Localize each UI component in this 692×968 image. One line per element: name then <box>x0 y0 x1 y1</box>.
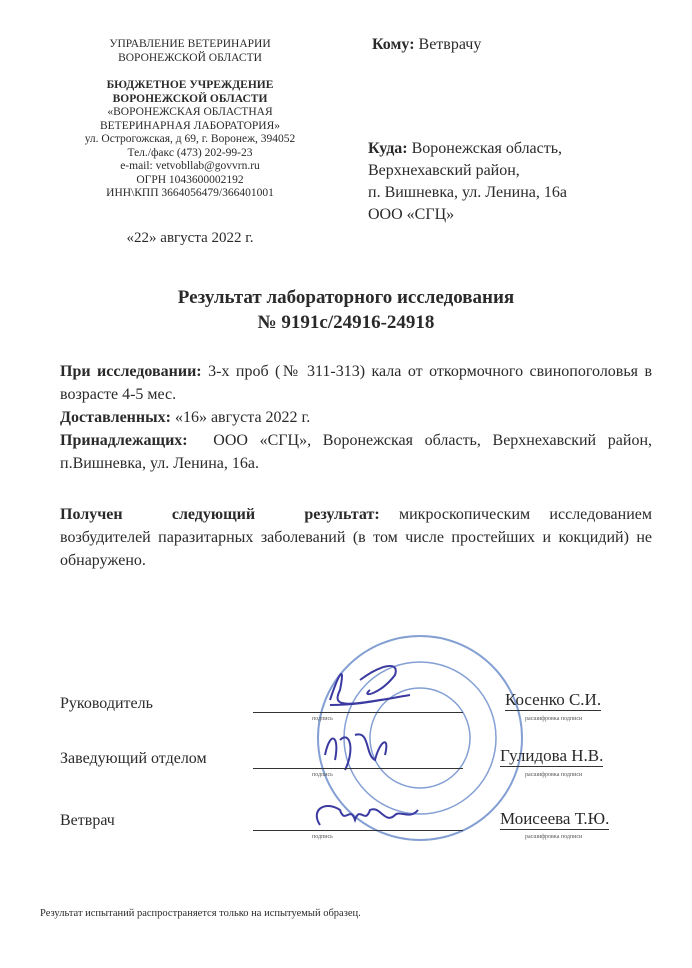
where-label: Куда: <box>368 140 408 157</box>
result-text: микроскопическим исследованием возбудителей паразитарных заболеваний (в том числе простейших и кокцидий) не обнаружено. <box>60 506 652 569</box>
document-number: № 9191с/24916-24918 <box>257 312 435 333</box>
where-field <box>368 138 567 226</box>
where-line: Воронежская область, <box>411 140 563 157</box>
signature-role: Руководитель <box>60 695 153 712</box>
result <box>60 503 652 572</box>
study-text: 3-х проб (№ 311-313) кала от откормочного свинопоголовья в возрасте 4-5 мес. <box>60 363 653 403</box>
ogrn: ОГРН 1043600002192 <box>136 173 244 186</box>
where-line: ООО «СГЦ» <box>368 206 455 223</box>
delivered-label: Доставленных: <box>60 409 171 426</box>
signature-line <box>253 768 463 769</box>
signature-head <box>325 734 386 770</box>
signature-caption: подпись <box>312 834 333 840</box>
signature-caption: подпись <box>312 772 333 778</box>
name-caption: расшифровка подписи <box>525 716 583 722</box>
phone: Тел./факс (473) 202-99-23 <box>127 146 253 159</box>
institution-line: ВОРОНЕЖСКОЙ ОБЛАСТИ <box>112 92 268 105</box>
signature-director <box>330 666 410 705</box>
document-date: «22» августа 2022 г. <box>126 230 254 246</box>
owner-text: ООО «СГЦ», Воронежская область, Верхнехавский район, п.Вишневка, ул. Ленина, 16а. <box>60 432 652 472</box>
signer-name: Гулидова Н.В. <box>500 746 604 765</box>
signature-role: Заведующий отделом <box>60 750 207 767</box>
name-caption: расшифровка подписи <box>525 834 583 840</box>
institution-name: «ВОРОНЕЖСКАЯ ОБЛАСТНАЯ <box>107 106 273 118</box>
to-label: Кому: <box>372 36 415 53</box>
document-title <box>0 285 692 335</box>
signature-vet <box>317 806 418 825</box>
institution-name: ВЕТЕРИНАРНАЯ ЛАБОРАТОРИЯ» <box>99 119 281 132</box>
where-line: п. Вишневка, ул. Ленина, 16а <box>368 184 567 201</box>
institution-line: БЮДЖЕТНОЕ УЧРЕЖДЕНИЕ <box>106 79 274 91</box>
study-label: При исследовании: <box>60 363 202 380</box>
to-value: Ветврачу <box>418 36 482 53</box>
address: ул. Острогожская, д 69, г. Воронеж, 394052 <box>84 133 296 145</box>
to-field <box>372 34 481 56</box>
where-line: Верхнехавский район, <box>368 162 520 179</box>
signer-name: Моисеева Т.Ю. <box>500 809 610 828</box>
delivered-text: «16» августа 2022 г. <box>174 409 311 426</box>
signature-role: Ветврач <box>60 812 115 829</box>
inn: ИНН\КПП 3664056479/366401001 <box>106 187 274 199</box>
owner-label: Принадлежащих: <box>60 432 188 449</box>
title-line: Результат лабораторного исследования <box>177 287 515 308</box>
result-label: Получен следующий результат: <box>60 506 380 523</box>
signer-name: Косенко С.И. <box>505 690 602 709</box>
footer-note: Результат испытаний распространяется только на испытуемый образец. <box>40 908 361 919</box>
authority-line: ВОРОНЕЖСКОЙ ОБЛАСТИ <box>118 51 262 64</box>
signature-line <box>253 830 463 831</box>
name-caption: расшифровка подписи <box>525 772 583 778</box>
email: e-mail: vetvobllab@govvrn.ru <box>120 160 260 172</box>
letterhead <box>20 38 360 201</box>
signature-caption: подпись <box>312 716 333 722</box>
signature-line <box>253 712 463 713</box>
authority-line: УПРАВЛЕНИЕ ВЕТЕРИНАРИИ <box>109 38 271 50</box>
study-details <box>60 360 652 475</box>
